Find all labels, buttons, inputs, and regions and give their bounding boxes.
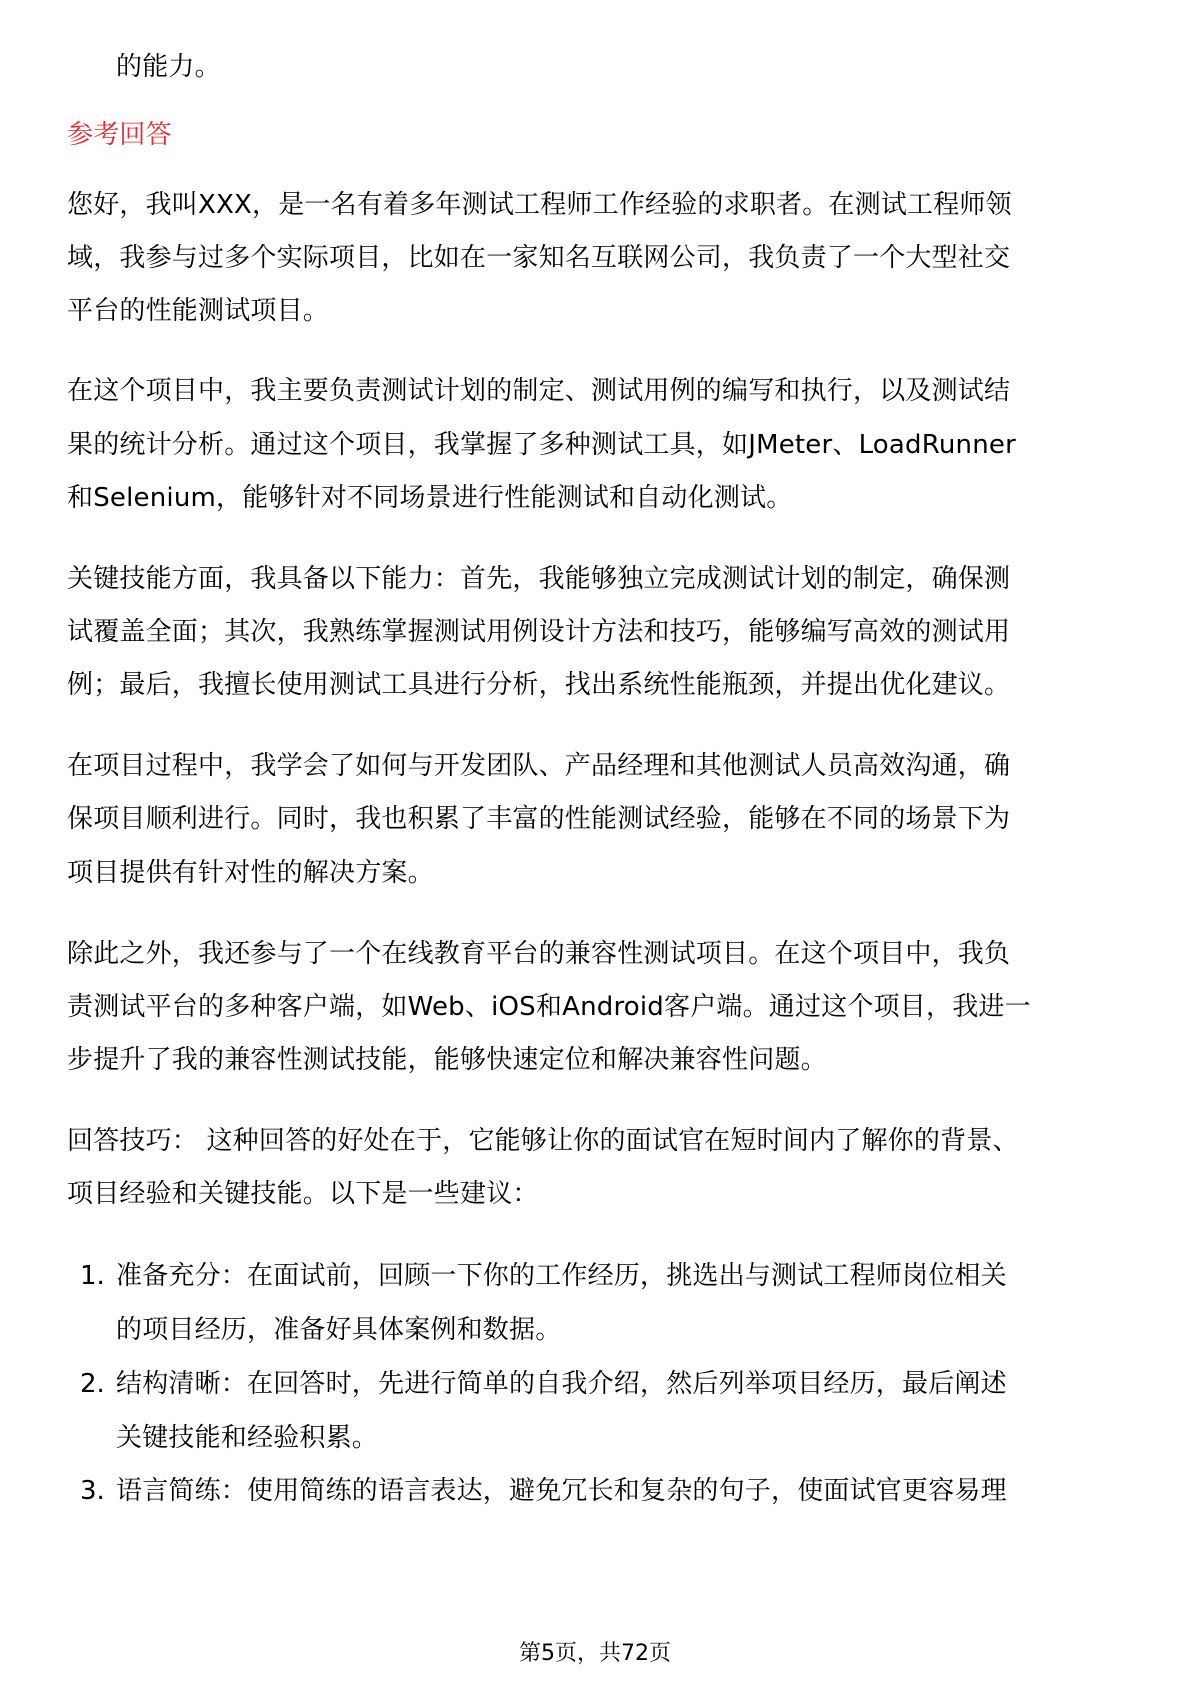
list-item-line: 关键技能和经验积累。 bbox=[116, 1423, 379, 1453]
paragraph-line: 在这个项目中，我主要负责测试计划的制定、测试用例的编写和执行，以及测试结 bbox=[67, 376, 1011, 406]
section-heading: 参考回答 bbox=[67, 120, 172, 150]
paragraph-line: 回答技巧： 这种回答的好处在于，它能够让你的面试官在短时间内了解你的背景、 bbox=[67, 1126, 1019, 1156]
list-number: 1. bbox=[80, 1261, 105, 1291]
paragraph-line: 域，我参与过多个实际项目，比如在一家知名互联网公司，我负责了一个大型社交 bbox=[67, 243, 1011, 273]
paragraph-line: 在项目过程中，我学会了如何与开发团队、产品经理和其他测试人员高效沟通，确 bbox=[67, 751, 1011, 781]
paragraph-line: 项目经验和关键技能。以下是一些建议： bbox=[67, 1179, 539, 1209]
paragraph-line: 平台的性能测试项目。 bbox=[67, 296, 330, 326]
list-number: 3. bbox=[80, 1476, 105, 1506]
prev-paragraph-tail: 的能力。 bbox=[116, 52, 221, 82]
paragraph-line: 步提升了我的兼容性测试技能，能够快速定位和解决兼容性问题。 bbox=[67, 1045, 827, 1075]
list-item-line: 准备充分：在面试前，回顾一下你的工作经历，挑选出与测试工程师岗位相关 bbox=[116, 1261, 1007, 1291]
list-item-line: 语言简练：使用简练的语言表达，避免冗长和复杂的句子，使面试官更容易理 bbox=[116, 1476, 1007, 1506]
page-footer: 第5页，共72页 bbox=[519, 1641, 671, 1666]
paragraph-line: 果的统计分析。通过这个项目，我掌握了多种测试工具，如JMeter、LoadRunner bbox=[67, 430, 1016, 460]
paragraph-line: 保项目顺利进行。同时，我也积累了丰富的性能测试经验，能够在不同的场景下为 bbox=[67, 804, 1011, 834]
paragraph-line: 试覆盖全面；其次，我熟练掌握测试用例设计方法和技巧，能够编写高效的测试用 bbox=[67, 617, 1011, 647]
paragraph-line: 例；最后，我擅长使用测试工具进行分析，找出系统性能瓶颈，并提出优化建议。 bbox=[67, 670, 1011, 700]
paragraph-line: 您好，我叫XXX，是一名有着多年测试工程师工作经验的求职者。在测试工程师领 bbox=[67, 190, 1012, 220]
paragraph-line: 责测试平台的多种客户端，如Web、iOS和Android客户端。通过这个项目，我进一 bbox=[67, 992, 1031, 1022]
list-number: 2. bbox=[80, 1369, 105, 1399]
list-item-line: 结构清晰：在回答时，先进行简单的自我介绍，然后列举项目经历，最后阐述 bbox=[116, 1369, 1007, 1399]
paragraph-line: 和Selenium，能够针对不同场景进行性能测试和自动化测试。 bbox=[67, 483, 793, 513]
paragraph-line: 除此之外，我还参与了一个在线教育平台的兼容性测试项目。在这个项目中，我负 bbox=[67, 939, 1011, 969]
list-item-line: 的项目经历，准备好具体案例和数据。 bbox=[116, 1315, 562, 1345]
paragraph-line: 项目提供有针对性的解决方案。 bbox=[67, 858, 434, 888]
paragraph-line: 关键技能方面，我具备以下能力：首先，我能够独立完成测试计划的制定，确保测 bbox=[67, 564, 1011, 594]
